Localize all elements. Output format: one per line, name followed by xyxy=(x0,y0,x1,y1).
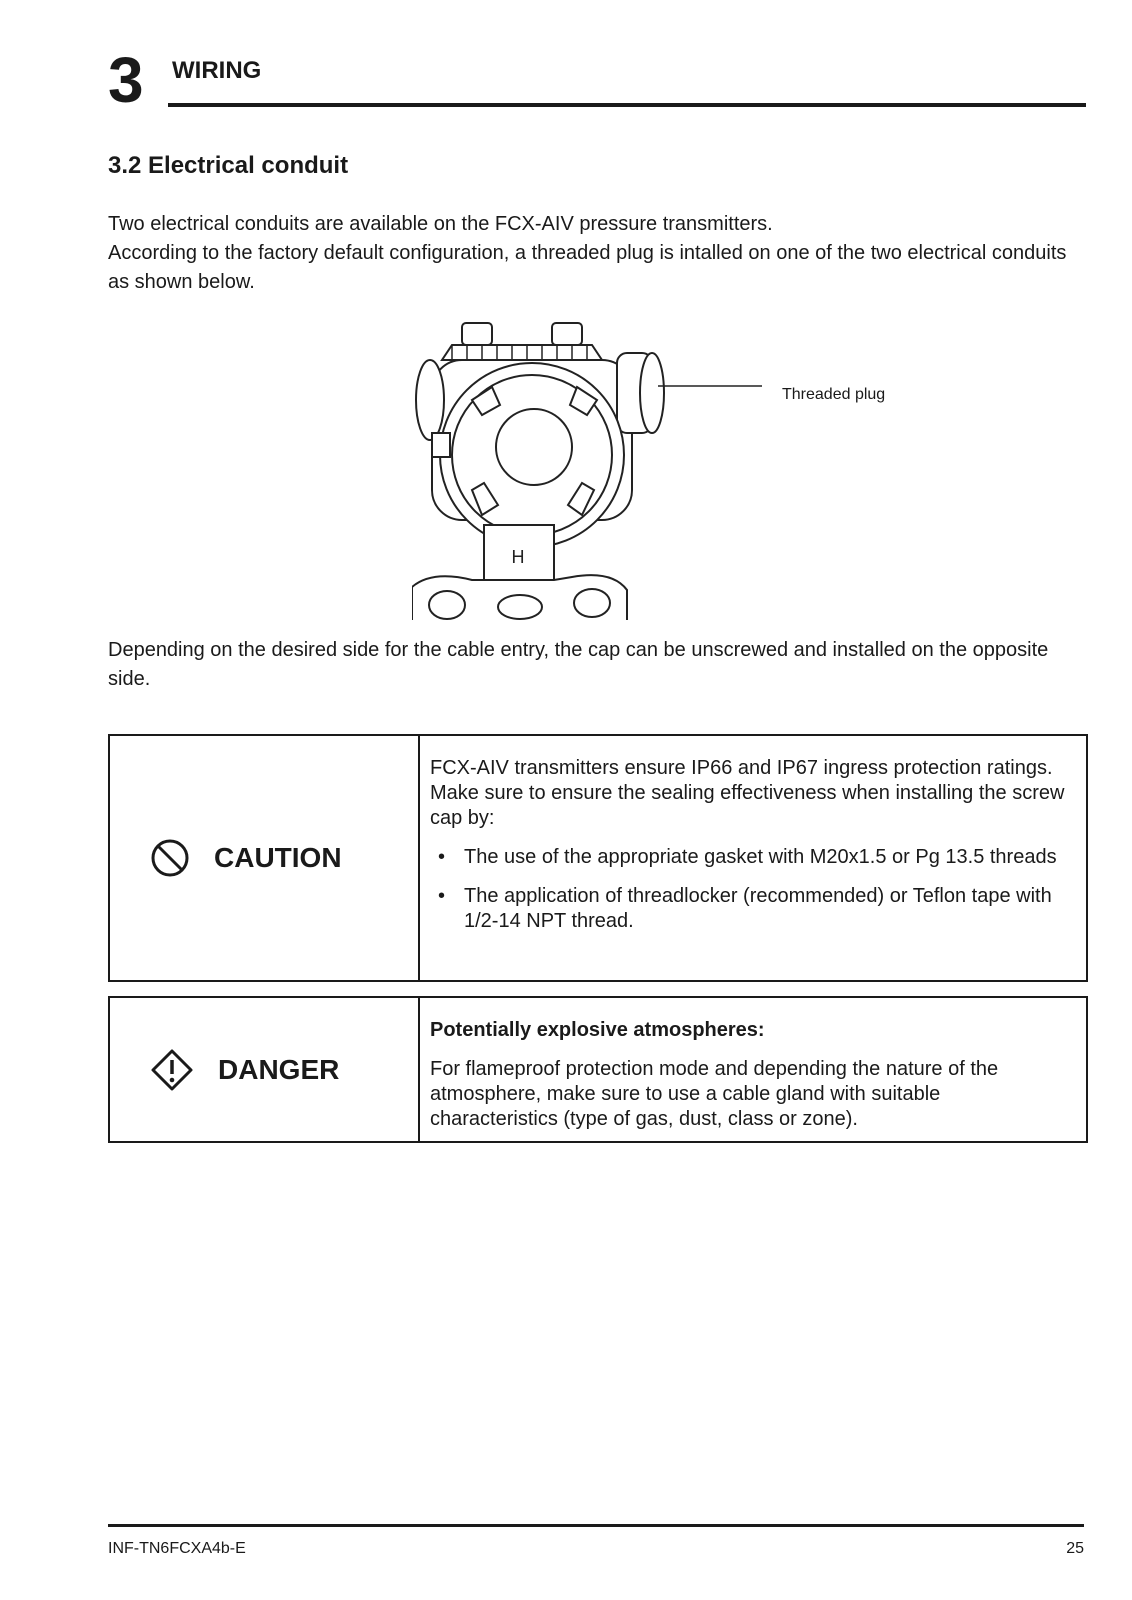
footer-page-number: 25 xyxy=(1066,1540,1084,1557)
transmitter-figure xyxy=(412,315,892,620)
intro-paragraph xyxy=(108,210,1088,297)
danger-label: DANGER xyxy=(218,1053,340,1085)
caution-bullet: • The use of the appropriate gasket with M20x1.5 or Pg 13.5 threads xyxy=(430,845,1068,870)
after-figure-paragraph: Depending on the desired side for the cable entry, the cap can be unscrewed and installed on the opposite side. xyxy=(108,639,1049,690)
footer-rule xyxy=(108,1524,1084,1527)
intro-line-1: Two electrical conduits are available on the FCX-AIV pressure transmitters. xyxy=(108,213,773,235)
intro-line-2: According to the factory default configuration, a threaded plug is intalled on one of the two electrical conduits as shown below. xyxy=(108,242,1067,293)
chapter-rule xyxy=(168,103,1086,107)
threaded-plug-callout: Threaded plug xyxy=(782,386,886,403)
warning-diamond-icon xyxy=(150,1048,194,1092)
caution-label: CAUTION xyxy=(214,842,342,873)
caution-box xyxy=(108,734,1088,982)
footer-doc-code: INF-TN6FCXA4b-E xyxy=(108,1540,246,1557)
caution-text: FCX-AIV transmitters ensure IP66 and IP67 ingress protection ratings. Make sure to ensure the sealing effectiveness when installing the screw cap by: xyxy=(430,757,1065,829)
chapter-number: 3 xyxy=(108,44,144,116)
danger-box xyxy=(108,996,1088,1143)
chapter-title: WIRING xyxy=(172,57,262,84)
danger-text: For flameproof protection mode and depending the nature of the atmosphere, make sure to use a cable gland with suitable characteristics (type of gas, dust, class or zone). xyxy=(430,1058,999,1130)
section-title: 3.2 Electrical conduit xyxy=(108,152,349,179)
danger-content xyxy=(420,998,1086,1141)
danger-heading: Potentially explosive atmospheres: xyxy=(430,1019,765,1041)
caution-content xyxy=(420,736,1086,980)
danger-label-cell xyxy=(110,998,420,1141)
svg-text:H: H xyxy=(511,547,525,567)
caution-bullet: • The application of threadlocker (recommended) or Teflon tape with 1/2-14 NPT thread. xyxy=(430,884,1068,934)
prohibition-icon xyxy=(150,838,190,878)
caution-label-cell xyxy=(110,736,420,980)
caution-bullet-list xyxy=(430,845,1068,934)
